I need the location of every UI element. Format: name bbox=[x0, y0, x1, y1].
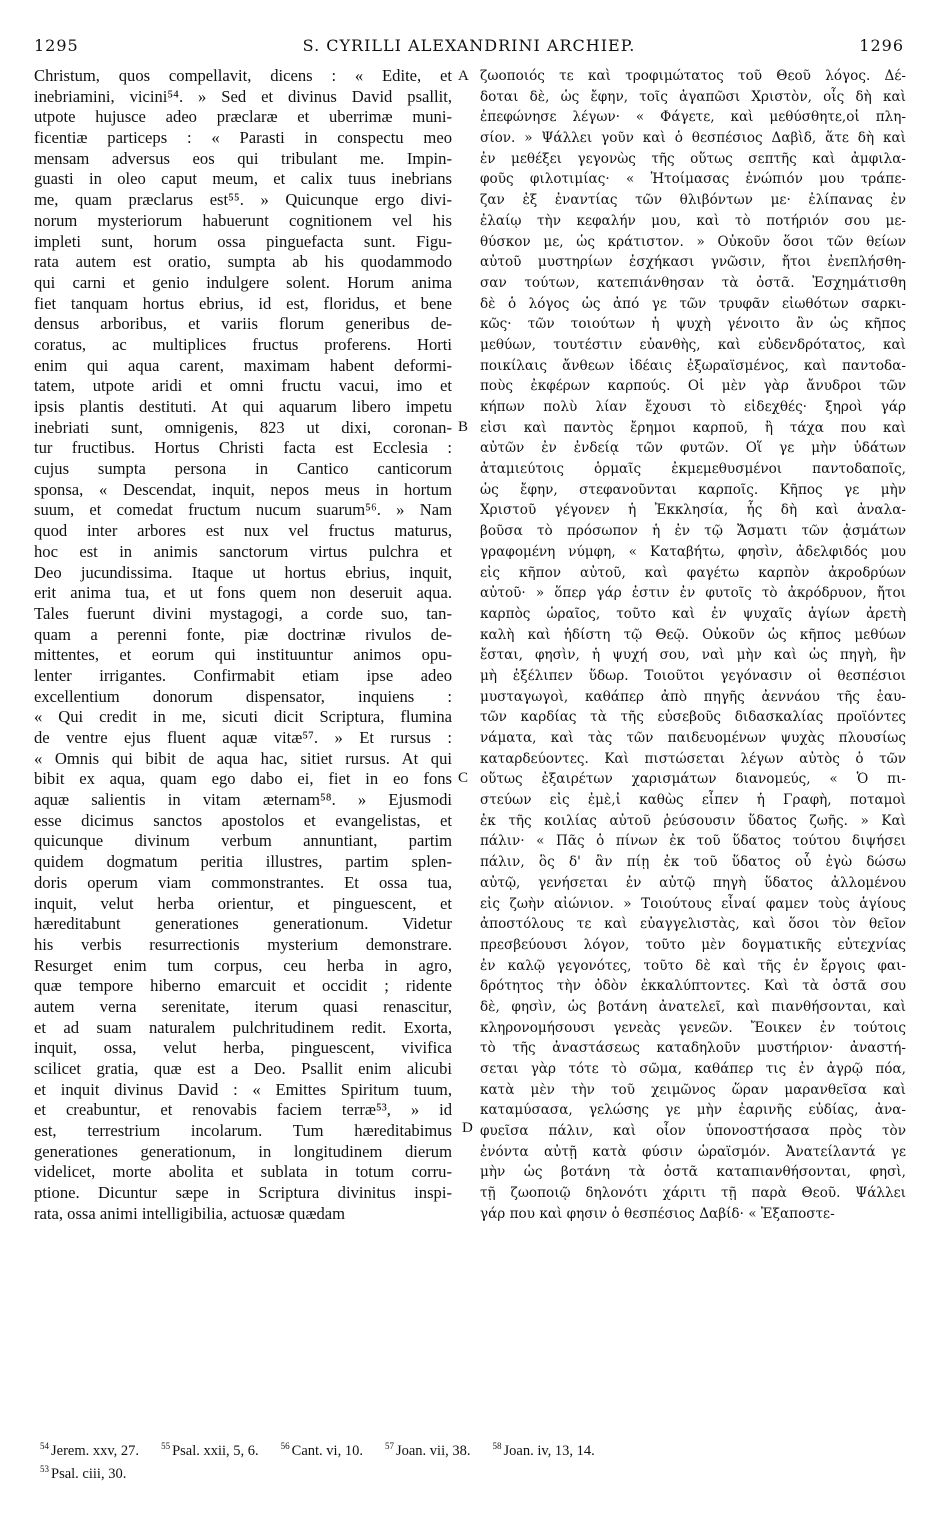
footnote bbox=[161, 1443, 259, 1459]
text-line: et creabuntur, et renovabis faciem terræ⁵³, » id bbox=[34, 1100, 452, 1120]
text-line: ἐν καλῷ γεγονότες, τοῦτο δὲ καὶ τῆς ἐν ἔργοις φαι- bbox=[480, 957, 906, 974]
text-line: enim qui aqua carent, maximam habent deformi- bbox=[34, 355, 452, 375]
text-line: δρότητος τὴν ὁδὸν ἐκκαλύπτοντες. Καὶ τὰ ὀστᾶ σου bbox=[480, 978, 906, 995]
footnote bbox=[40, 1463, 127, 1482]
text-line: coratus, ac multiplices fructus proferens. Horti bbox=[34, 334, 452, 354]
text-line: πάλιν· « Πᾶς ὁ πίνων ἐκ τοῦ ὕδατος τούτου διψήσει bbox=[480, 833, 906, 850]
text-line: βοῦσα τὸ πρόσωπον ἡ ἐν τῷ Ἄσματι τῶν ᾀσμάτων bbox=[480, 523, 906, 540]
text-line: τῇ ζωοποιῷ δηλονότι χάριτι τῇ παρὰ Θεοῦ. Ψάλλει bbox=[480, 1185, 906, 1202]
text-line: his verbis resurrectionis mysterium demonstrare. bbox=[34, 934, 452, 954]
text-line: fiet tanquam hortus ebrius, id est, floridus, et bene bbox=[34, 293, 452, 313]
footnote-number: 53 bbox=[40, 1463, 49, 1474]
text-line: lenter irrigantes. Confirmabit etiam ipse adeo bbox=[34, 665, 452, 685]
text-line: αὐτῶν ἐν ἐνδείᾳ τῶν φυτῶν. Οἵ γε μὴν ὑδάτων bbox=[480, 440, 906, 457]
text-line: inebriati sunt, omnigenis, 823 ut dixi, coronan- bbox=[34, 417, 452, 437]
text-line: ἐνόντα αὐτῇ κατὰ φύσιν ὡραϊσμόν. Ἀνατείλαντά γε bbox=[480, 1143, 906, 1160]
text-line: norum mysteriorum habuerunt cognitionem vel his bbox=[34, 210, 452, 230]
margin-marker-a: A bbox=[458, 68, 469, 84]
text-line: μὴν ὡς βοτάνη τὰ ὀστᾶ καταπιανθήσονται, φησὶ, bbox=[480, 1164, 906, 1181]
footnote-number: 58 bbox=[492, 1441, 502, 1451]
footnote-line bbox=[40, 1437, 900, 1460]
text-line: εἰς κῆπον αὐτοῦ, καὶ φαγέτω καρπὸν ἀκροδρύων bbox=[480, 564, 906, 581]
footnote-line bbox=[40, 1460, 900, 1483]
text-line: ποικίλαις ἄνθεων ἰδέαις ἐξωραϊσμένος, καὶ παντοδα- bbox=[480, 357, 906, 374]
text-line: scilicet gratia, quæ est a Deo. Psallit enim alicubi bbox=[34, 1059, 452, 1078]
text-line: de ventre ejus fluent aquæ vitæ⁵⁷. » Et rursus : bbox=[34, 728, 452, 747]
text-line: γραφομένη νύμφη, « Καταβήτω, φησὶν, ἀδελφιδός μου bbox=[480, 543, 906, 560]
text-line: σεται γὰρ τότε τὸ σῶμα, καθάπερ τις ἐν ἀγρῷ πόα, bbox=[480, 1061, 906, 1077]
text-line: μυσταγωγοὶ, καθάπερ ἀπὸ πηγῆς ἀεννάου τῆς ἑαυ- bbox=[480, 688, 906, 705]
text-line: aquæ salientis in vitam æternam⁵⁸. » Ejusmodi bbox=[34, 790, 452, 810]
text-line: καταμύσασα, γελώσης γε μὴν ἐαρινῆς εὐδίας, ἀνα- bbox=[480, 1102, 906, 1119]
text-line: inquit, velut herba orientur, et pinguescent, et bbox=[34, 893, 452, 913]
footnote-reference: Joan. iv, 13, 14. bbox=[503, 1442, 595, 1459]
text-line: ἔσται, φησὶν, ἡ ψυχή σου, ναὶ μὴν καὶ ὡς πηγὴ, ἣν bbox=[480, 647, 906, 664]
text-line: στεύων εἰς ἐμὲ,ἰ καθὼς εἶπεν ἡ Γραφὴ, ποταμοὶ bbox=[480, 792, 906, 809]
text-line: tatem, utpote aridi et omni fructu vacui, imo et bbox=[34, 376, 452, 396]
footnote-number: 55 bbox=[161, 1441, 171, 1451]
text-line: δὲ, φησὶν, ὡς βοτάνη ἀνατελεῖ, καὶ πιανθήσονται, καὶ bbox=[480, 998, 906, 1015]
text-line: Tales fuerunt divini mystagogi, a corde suo, tan- bbox=[34, 603, 452, 623]
text-line: αὐτοῦ· » ὅπερ γάρ ἐστιν ἐν φυτοῖς τὸ ἀκρόδρυον, ἤτοι bbox=[480, 585, 906, 602]
text-line: quod inter arbores est nux vel fructus maturus, bbox=[34, 521, 452, 541]
text-line: σαν τούτων, κατεπιάνθησαν τὰ ὀστᾶ. Ἐσχημάτισθη bbox=[480, 274, 906, 291]
text-line: φυεῖσα πάλιν, καὶ οἷον ὑπονοστήσασα πρὸς τὸν bbox=[480, 1123, 906, 1140]
footnote-number: 57 bbox=[384, 1441, 394, 1451]
text-line: rata autem est oratio, sumpta ab his quodammodo bbox=[34, 252, 452, 272]
text-line: densus arboribus, et variis florum generibus de- bbox=[34, 314, 452, 334]
text-line: et inquit divinus David : « Emittes Spiritum tuum, bbox=[34, 1079, 452, 1099]
footnote bbox=[40, 1443, 139, 1459]
text-line: ficentiæ particeps : « Parasti in conspectu meo bbox=[34, 128, 452, 148]
margin-marker-c: C bbox=[458, 770, 469, 786]
greek-column bbox=[480, 66, 906, 1225]
text-line: ζαν ἐξ ἐναντίας τῶν θλιβόντων με· ἐλίπανας ἐν bbox=[480, 192, 906, 209]
text-line: rata, ossa animi intelligibilia, actuosæ quædam bbox=[34, 1203, 346, 1223]
text-line: qui carni et genio indulgere solent. Horum anima bbox=[34, 272, 452, 292]
text-line: σίον. » Ψάλλει γοῦν καὶ ὁ θεσπέσιος Δαβὶδ, ἅτε δὴ καὶ bbox=[480, 130, 906, 147]
text-line: quam a perenni fonte, piæ doctrinæ rivulos de- bbox=[34, 624, 452, 644]
footnote-number: 54 bbox=[40, 1441, 49, 1451]
text-line: θύσκον με, ὡς κράτιστον. » Οὐκοῦν ὅσοι τῶν θείων bbox=[480, 233, 906, 250]
footnote-reference: Psal. xxii, 5, 6. bbox=[172, 1442, 259, 1459]
text-line: ptione. Dicuntur sæpe in Scriptura divinitus inspi- bbox=[34, 1183, 452, 1203]
text-line: quicunque divinum verbum annuntiant, partim bbox=[34, 831, 452, 851]
text-line: bibit ex aqua, quam ego dabo ei, fiet in eo fons bbox=[34, 769, 452, 789]
text-line: κληρονομήσουσι γενεὰς γενεῶν. Ἔοικεν ἐν τούτοις bbox=[480, 1019, 906, 1036]
text-line: καταρδεύοντες. Καὶ πιστώσεται λέγων αὐτὸς ὁ τῶν bbox=[480, 750, 906, 767]
text-line: φοῦς φιλοτιμίας· « Ἡτοίμασας ἐνώπιόν μου τράπε- bbox=[480, 171, 906, 188]
text-line: ἐκ τῆς κοιλίας αὐτοῦ ῥεύσουσιν ὕδατος ζωῆς. » Καὶ bbox=[480, 812, 906, 829]
footnote-reference: Joan. vii, 38. bbox=[395, 1442, 471, 1459]
text-line: δοται δὲ, ὡς ἔφην, τοῖς ἀγαπῶσι Χριστὸν, οἷς δὴ καὶ bbox=[480, 88, 906, 105]
text-line: μὴ ἐξέλιπεν ὕδωρ. Τοιοῦτοι γεγόνασιν οἱ θεσπέσιοι bbox=[480, 667, 906, 684]
footnote-reference: Cant. vi, 10. bbox=[291, 1442, 363, 1459]
latin-column bbox=[34, 66, 452, 1225]
text-line: excellentium donorum dispensator, inquiens : bbox=[34, 686, 452, 706]
footnote bbox=[281, 1443, 363, 1459]
footnote-number: 56 bbox=[280, 1441, 290, 1451]
footnotes bbox=[40, 1437, 900, 1483]
text-line: καρπὸς ὡραῖος, τοῦτο καὶ ἐν ψυχαῖς ἁγίων ἀρετὴ bbox=[480, 605, 906, 622]
text-line: ἐν μεθέξει γεγονὼς τῆς οὕτως σεπτῆς καὶ ἀμφιλα- bbox=[480, 150, 906, 167]
left-page-number: 1295 bbox=[34, 36, 79, 55]
text-line: videlicet, morte abolita et sublata in totum corru- bbox=[34, 1162, 452, 1182]
text-line: εἰς ζωὴν αἰώνιον. » Τοιούτους εἶναί φαμεν τοὺς ἁγίους bbox=[480, 895, 906, 912]
text-line: autem verna serenitate, iterum quasi renascitur, bbox=[34, 996, 452, 1016]
footnote bbox=[492, 1443, 594, 1459]
right-page-number: 1296 bbox=[859, 36, 904, 55]
text-line: ποὺς ἐκφέρων καρπούς. Οἱ μὲν γὰρ ἄνυδροι τῶν bbox=[480, 378, 906, 395]
text-line: ἐπεφώνησε λέγων· « Φάγετε, καὶ μεθύσθητε,οἱ πλη- bbox=[480, 109, 906, 126]
text-line: Χριστοῦ γέγονεν ἡ Ἐκκλησία, ἧς δὴ καὶ ἀναλα- bbox=[480, 502, 906, 519]
text-line: mittentes, et eorum qui instituuntur animos opu- bbox=[34, 645, 452, 665]
text-line: ἀταμιεύτοις ὁρμαῖς ἐκμεμεθυσμένοι παντοδαποῖς, bbox=[480, 461, 906, 478]
text-line: utpote hujusce adeo præclaræ et uberrimæ muni- bbox=[34, 107, 452, 127]
text-line: πρεσβεύουσι λόγον, τοῦτο μὲν δογματικῆς εὐτεχνίας bbox=[480, 936, 906, 953]
margin-marker-d: D bbox=[462, 1120, 473, 1136]
text-line: κατὰ μὲν τὴν τοῦ χειμῶνος ὥραν μαρανθεῖσα καὶ bbox=[480, 1081, 906, 1098]
text-line: generationes generationum, in longitudinem dierum bbox=[34, 1141, 452, 1161]
text-line: quæ tempore hiberno emarcuit et occidit ; ridente bbox=[34, 976, 452, 996]
text-line: ipsis plantis destituti. At qui aquarum libero impetu bbox=[34, 397, 452, 416]
text-line: Resurget enim tum corpus, ceu herba in agro, bbox=[34, 955, 452, 975]
text-line: inquit, ossa, velut herba, pinguescent, vivifica bbox=[34, 1038, 452, 1058]
text-line: κήπων πολὺ λίαν ἔχουσι τὸ εἰδεχθές· ξηροὶ γάρ bbox=[480, 399, 906, 415]
text-line: mensam adversus eos qui tribulant me. Impin- bbox=[34, 148, 452, 168]
text-line: αὐτῷ, γενήσεται ἐν αὐτῷ πηγὴ ὕδατος ἀλλομένου bbox=[480, 874, 906, 891]
text-line: sponsa, « Descendat, inquit, nepos meus in hortum bbox=[34, 479, 452, 499]
running-header bbox=[34, 36, 904, 62]
text-line: ἐλαίῳ τὴν κεφαλήν μου, καὶ τὸ ποτήριόν σου με- bbox=[480, 212, 906, 229]
text-line: νάματα, καὶ τὰς τῶν παιδευομένων ψυχὰς πλουσίως bbox=[480, 730, 906, 746]
text-line: tur fructibus. Hortus Christi facta est Ecclesia : bbox=[34, 438, 452, 458]
text-line: ζωοποιός τε καὶ τροφιμώτατος τοῦ Θεοῦ λόγος. Δέ- bbox=[480, 68, 906, 84]
text-line: suum, et comedat fructum nucum suarum⁵⁶. » Nam bbox=[34, 500, 452, 520]
text-line: τὸ τῆς ἀναστάσεως καταδηλοῦν μυστήριον· ἀναστή- bbox=[480, 1040, 906, 1057]
text-line: « Qui credit in me, sicuti dicit Scriptura, flumina bbox=[34, 707, 452, 727]
text-line: Christum, quos compellavit, dicens : « Edite, et bbox=[34, 66, 452, 85]
text-line: τῶν καρδίας τὰ τῆς εὐσεβοῦς διδασκαλίας προϊόντες bbox=[480, 709, 906, 726]
text-line: ὡς ἔφην, στεφανοῦνται καρποῖς. Κῆπος γε μὴν bbox=[480, 481, 906, 498]
text-line: οὕτως ἐξαιρέτων χαρισμάτων διανομεύς, « Ὁ πι- bbox=[480, 771, 906, 788]
footnote-reference: Psal. ciii, 30. bbox=[51, 1465, 127, 1482]
text-line: esse dicimus sanctos apostolos et evangelistas, et bbox=[34, 810, 452, 830]
text-line: impleti sunt, horum ossa pinguefacta sunt. Figu- bbox=[34, 231, 452, 251]
text-line: καλὴ καὶ ἡδίστη τῷ Θεῷ. Οὐκοῦν ὡς κῆπος μεθύων bbox=[480, 626, 906, 643]
text-line: hoc est in animis sanctorum virtus pulchra et bbox=[34, 541, 452, 561]
footnote-reference: Jerem. xxv, 27. bbox=[51, 1442, 140, 1459]
text-line: μεθύων, τουτέστιν εὐανθὴς, καὶ εὐδενδρότατος, καὶ bbox=[480, 336, 906, 353]
text-line: hæreditabunt generationes generationum. Videtur bbox=[34, 914, 452, 934]
text-line: γάρ που καὶ φησιν ὁ θεσπέσιος Δαβίδ· « Ἐξαποστε- bbox=[480, 1205, 835, 1222]
margin-marker-b: B bbox=[458, 419, 469, 435]
text-line: inebriamini, vicini⁵⁴. » Sed et divinus David psallit, bbox=[34, 86, 452, 106]
text-line: δὲ ὁ λόγος ὡς ἀπό γε τῶν τρυφᾶν εἰωθότων σαρκι- bbox=[480, 295, 906, 312]
text-line: κῶς· τῶν τοιούτων ἡ ψυχὴ γένοιτο ἂν ὡς κῆπος bbox=[480, 316, 906, 333]
text-line: ἀποστόλους τε καὶ εὐαγγελιστὰς, καὶ ὅσοι τὸν θεῖον bbox=[480, 916, 906, 933]
text-line: cujus sumpta persona in Cantico canticorum bbox=[34, 459, 452, 479]
footnote bbox=[385, 1443, 471, 1459]
text-line: πάλιν, ὃς δ' ἂν πίῃ ἐκ τοῦ ὕδατος οὗ ἐγὼ δώσω bbox=[480, 854, 906, 871]
text-line: guasti in oleo caput meum, et calix tuus inebrians bbox=[34, 169, 452, 189]
text-line: me, quam præclarus est⁵⁵. » Quicunque ergo divi- bbox=[34, 190, 452, 210]
text-line: et ad suam naturalem pulchritudinem redit. Exorta, bbox=[34, 1017, 452, 1037]
running-title: S. CYRILLI ALEXANDRINI ARCHIEP. bbox=[302, 36, 636, 55]
text-line: « Omnis qui bibit de aqua hac, sitiet rursus. At qui bbox=[34, 748, 452, 768]
text-line: εἰσι καὶ παντὸς ἔρημοι καρποῦ, ἢ τάχα που καὶ bbox=[480, 419, 906, 436]
text-line: est, terrestrium incolarum. Tum hæreditabimus bbox=[34, 1121, 452, 1141]
text-line: erit anima tua, et ut fons quem non deseruit aqua. bbox=[34, 583, 452, 603]
text-line: Deo jucundissima. Itaque ut hortus ebrius, inquit, bbox=[34, 562, 452, 582]
text-line: quidem dogmatum peritia illustres, partim splen- bbox=[34, 852, 452, 872]
text-line: doris operum viam commonstrantes. Et ossa tua, bbox=[34, 872, 452, 892]
text-line: αὐτοῦ μυστηρίων ἐσχήκασι γνῶσιν, ἤτοι ἐνεπλήσθη- bbox=[480, 254, 906, 271]
